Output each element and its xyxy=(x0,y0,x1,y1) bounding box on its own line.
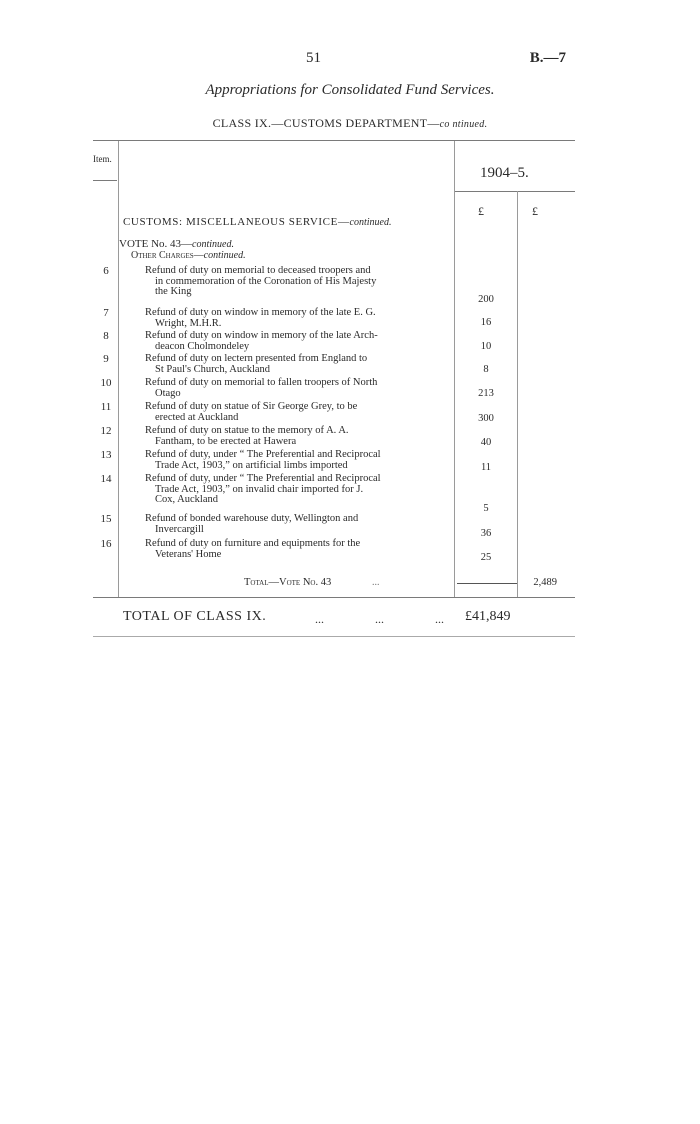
item-line: Veterans' Home xyxy=(155,548,222,560)
item-line: Refund of duty on memorial to deceased troopers and xyxy=(145,265,371,276)
item-amount: 25 xyxy=(480,552,492,563)
item-description xyxy=(145,539,449,560)
charges-heading-text: Other Charges— xyxy=(131,250,204,261)
item-description xyxy=(145,266,449,298)
item-line: Refund of duty, under “ The Preferential and Reciprocal xyxy=(145,473,381,484)
item-amount: 200 xyxy=(478,294,494,305)
amount-column-divider xyxy=(517,191,518,597)
item-line: Wright, M.H.R. xyxy=(155,317,222,329)
item-description xyxy=(145,514,449,535)
class-subtitle-continued: co ntinued. xyxy=(439,119,488,130)
item-line: Trade Act, 1903,” on artificial limbs imported xyxy=(155,459,348,471)
item-description xyxy=(145,378,449,399)
item-number: 13 xyxy=(100,449,112,461)
charges-heading-continued: continued. xyxy=(203,250,246,261)
item-amount: 5 xyxy=(483,503,489,514)
item-description xyxy=(145,354,449,375)
year-header-rule xyxy=(455,191,575,192)
vote-total-label: Total—Vote No. 43 xyxy=(244,577,332,588)
item-amount: 11 xyxy=(480,462,492,473)
class-total-label: TOTAL OF CLASS IX. xyxy=(123,609,267,624)
pound-sign-total: £ xyxy=(532,204,538,218)
class-total-leader: ... xyxy=(315,612,324,626)
item-line: deacon Cholmondeley xyxy=(155,340,250,352)
page-title: Appropriations for Consolidated Fund Services. xyxy=(205,82,495,98)
section-heading-continued: continued. xyxy=(349,217,392,228)
item-amount: 213 xyxy=(478,388,494,399)
item-description xyxy=(145,308,449,329)
item-description xyxy=(145,426,449,447)
table-top-rule xyxy=(93,140,575,141)
item-amount: 8 xyxy=(483,364,489,375)
item-line: Refund of duty on lectern presented from England to xyxy=(145,353,368,364)
document-code: B.—7 xyxy=(529,50,566,66)
item-amount: 36 xyxy=(480,528,492,539)
item-number: 11 xyxy=(100,401,112,413)
class-total-amount: £41,849 xyxy=(465,609,511,624)
class-total-leader: ... xyxy=(435,612,444,626)
section-heading xyxy=(123,216,391,228)
item-description xyxy=(145,474,449,506)
vote-heading-text: VOTE No. 43— xyxy=(119,238,193,250)
item-number: 15 xyxy=(100,513,112,525)
vote-heading-continued: continued. xyxy=(192,239,234,250)
item-line: Fantham, to be erected at Hawera xyxy=(155,435,297,447)
item-line: in commemoration of the Coronation of His Majesty xyxy=(155,275,377,287)
class-subtitle-text: CLASS IX.—CUSTOMS DEPARTMENT— xyxy=(212,116,440,130)
item-number: 12 xyxy=(100,425,112,437)
item-header-rule xyxy=(93,180,117,181)
class-total-leader: ... xyxy=(375,612,384,626)
item-amount: 10 xyxy=(480,341,492,352)
item-number: 16 xyxy=(100,538,112,550)
item-line: Refund of duty on window in memory of the late E. G. xyxy=(145,307,376,318)
pound-sign-detail: £ xyxy=(478,204,484,218)
charges-heading xyxy=(131,250,246,261)
vote-total-amount: 2,489 xyxy=(533,577,557,588)
item-number: 14 xyxy=(100,473,112,485)
item-description xyxy=(145,450,449,471)
item-line: Cox, Auckland xyxy=(155,494,218,506)
item-number: 9 xyxy=(103,353,109,365)
item-line: Refund of duty on statue to the memory of A. A. xyxy=(145,425,349,436)
table-bottom-rule xyxy=(93,597,575,598)
item-line: erected at Auckland xyxy=(155,411,239,423)
item-line: Trade Act, 1903,” on invalid chair imported for J. xyxy=(155,483,364,495)
item-line: the King xyxy=(155,286,192,298)
item-line: Refund of duty, under “ The Preferential and Reciprocal xyxy=(145,449,381,460)
item-line: Refund of duty on statue of Sir George Grey, to be xyxy=(145,401,358,412)
item-column-header: Item. xyxy=(93,154,112,164)
section-heading-text: CUSTOMS: MISCELLANEOUS SERVICE— xyxy=(123,216,350,228)
item-line: Refund of duty on memorial to fallen troopers of North xyxy=(145,377,378,388)
class-total-rule xyxy=(93,636,575,637)
class-subtitle xyxy=(0,116,700,131)
item-number: 10 xyxy=(100,377,112,389)
item-line: Otago xyxy=(155,387,181,399)
item-line: Refund of duty on window in memory of the late Arch- xyxy=(145,330,378,341)
item-line: St Paul's Church, Auckland xyxy=(155,363,271,375)
item-description xyxy=(145,402,449,423)
item-description xyxy=(145,331,449,352)
item-line: Invercargill xyxy=(155,523,204,535)
item-number: 6 xyxy=(103,265,109,277)
item-line: Refund of bonded warehouse duty, Wellington and xyxy=(145,513,359,524)
item-line: Refund of duty on furniture and equipments for the xyxy=(145,538,361,549)
item-number: 8 xyxy=(103,330,109,342)
item-number: 7 xyxy=(103,307,109,319)
item-amount: 40 xyxy=(480,437,492,448)
year-column-header: 1904–5. xyxy=(480,165,529,181)
item-amount: 300 xyxy=(478,413,494,424)
page-number: 51 xyxy=(306,50,321,66)
vote-heading xyxy=(119,238,234,250)
vote-total-leader: ... xyxy=(372,577,380,588)
item-amount: 16 xyxy=(480,317,492,328)
item-column-divider xyxy=(118,141,119,597)
